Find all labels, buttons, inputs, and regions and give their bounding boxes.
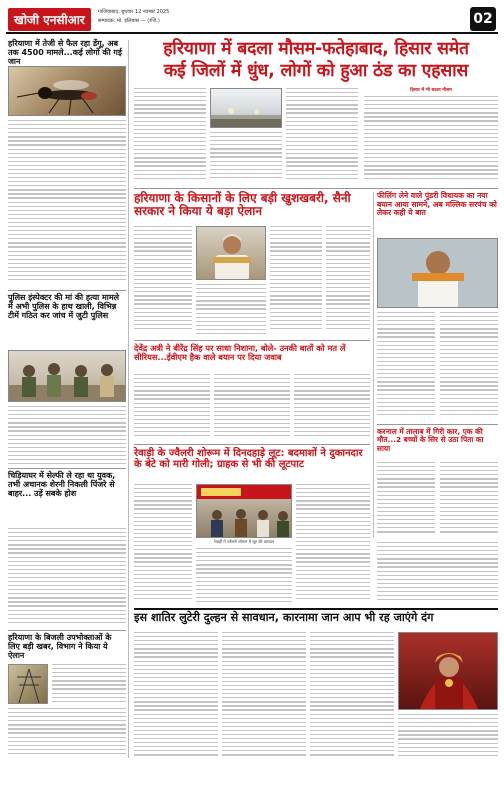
mla-photo (377, 238, 498, 308)
masthead (6, 6, 498, 34)
mla-body-col2 (440, 312, 498, 422)
rewari-body-col1 (134, 484, 192, 604)
date-line: गाजियाबाद, बुधवार 12 नवम्बर 2025 (98, 9, 170, 15)
divider (8, 630, 126, 631)
zoo-body-text (8, 528, 126, 628)
bride-body-col4 (398, 714, 498, 760)
electricity-body-text-a (52, 664, 126, 706)
divider (134, 340, 370, 341)
bride-body-col1 (134, 632, 218, 760)
cm-photo (196, 226, 266, 280)
divider (8, 468, 126, 469)
bride-body-col2 (222, 632, 306, 760)
dengue-body-text (8, 120, 126, 286)
bride-photo (398, 632, 498, 710)
lead-headline-line1: हरियाणा में बदला मौसम-फतेहाबाद, हिसार समेत (163, 39, 469, 59)
divider (8, 290, 126, 291)
divider (134, 608, 498, 610)
bottom-headline: इस शातिर लुटेरी दुल्हन से सावधान, कारनामा जान आप भी रह जाएंगे दंग (134, 611, 434, 624)
editor-line: सम्पादक: मो. इलियास — (रजि.) (98, 18, 160, 24)
electricity-headline: हरियाणा के बिजली उपभोक्ताओं के लिए बड़ी खबर, विभाग ने किया ये ऐलान (8, 633, 112, 660)
divider (134, 444, 370, 445)
mla-body-col1 (377, 312, 435, 422)
divider (134, 188, 498, 189)
devender-body-col1 (134, 374, 210, 440)
lead-subhead: हिसार में भी बदला मौसम (410, 88, 452, 93)
devender-headline: देवेंद्र अत्री ने बीरेंद्र सिंह पर साधा निशाना, बोले- उनकी बातों को मत लें सीरियस...ईवीएम हैक वाले बयान पर दिया जवाब (134, 343, 346, 363)
lead-body-col1 (134, 88, 206, 184)
farmers-body-col1 (134, 226, 192, 336)
zoo-headline: चिड़ियाघर में सेल्फी ले रहा था युवक, तभी अचानक शेरनी निकली पिंजरे से बाहर... उड़ें सबके होश (8, 471, 116, 498)
lead-body-col4 (364, 96, 498, 184)
rewari-photo-caption: रेवाड़ी में ज्वैलरी शोरूम में लूट की वारदात (213, 539, 275, 544)
dengue-headline: हरियाणा में तेजी से फैल रहा डेंगू, अब तक 4500 मामले...कई लोगों की गई जान (8, 39, 122, 66)
rewari-body-col2 (196, 548, 292, 604)
fog-photo (210, 88, 282, 128)
mla-headline: फीलिंग लेने वाले पुंडरी विधायक का नया बयान आया सामने, अब मल्लिक सरपंच को लेकर कही ये बात (377, 191, 497, 217)
farmers-body-col4 (326, 226, 370, 336)
karnal-body-col2 (440, 462, 498, 538)
farmers-headline: हरियाणा के किसानों के लिए बड़ी खुशखबरी, सैनी सरकार ने किया ये बड़ा ऐलान (134, 191, 351, 219)
rewari-body-col3 (296, 484, 370, 604)
lead-body-col3 (286, 88, 358, 184)
farmers-body-col3 (270, 226, 322, 336)
karnal-body-continued (377, 542, 498, 604)
page-number: 02 (470, 7, 496, 31)
rewari-photo (196, 484, 292, 538)
karnal-headline: करनाल में तालाब में गिरी कार, एक की मौत...2 बच्चों के सिर से उठा पिता का साया (377, 427, 484, 453)
electricity-photo (8, 664, 48, 704)
mosquito-icon (9, 67, 126, 116)
lead-headline-line2: कई जिलों में धुंध, लोगों को हुआ ठंड का एहसास (163, 61, 469, 81)
karnal-body-col1 (377, 462, 435, 538)
lead-body-col2 (210, 132, 282, 184)
farmers-body-col2 (196, 284, 266, 336)
power-tower-icon (9, 665, 48, 704)
column-divider (373, 192, 374, 538)
police-headline: पुलिस इंस्पेक्टर की मां की हत्या मामले में अभी पुलिस के हाथ खाली, विभिन्न टीमें गठित कर जांच में जुटी पुलिस (8, 293, 120, 320)
mosquito-photo (8, 66, 126, 116)
divider (377, 424, 498, 425)
bride-body-col3 (310, 632, 394, 760)
devender-body-col2 (214, 374, 290, 440)
police-photo (8, 350, 126, 402)
devender-body-col3 (294, 374, 370, 440)
column-divider (128, 40, 129, 758)
police-body-text (8, 406, 126, 466)
brand-logo: खोजी एनसीआर (8, 8, 91, 31)
electricity-body-text-b (8, 708, 126, 760)
rewari-headline: रेवाड़ी के ज्वैलरी शोरूम में दिनदहाड़े लूट: बदमाशों ने दुकानदार के बेटे को मारी गोली; ग्राहक से भी की लूटपाट (134, 448, 363, 471)
